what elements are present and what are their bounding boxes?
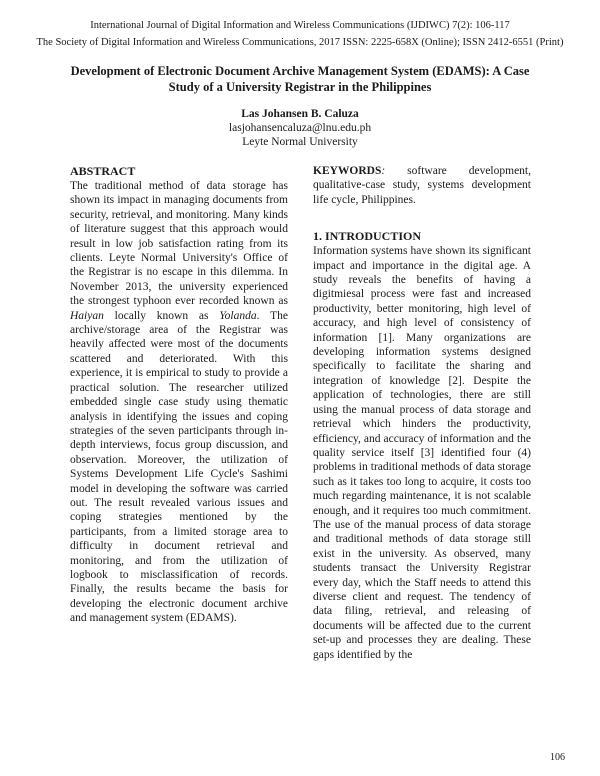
right-column (313, 164, 531, 662)
page-number: 106 (550, 752, 565, 763)
paper-title: Development of Electronic Document Archive Management System (EDAMS): A Case Study of a University Registrar in the Philippines (70, 64, 530, 94)
abstract-part-3: . The archive/storage area of the Registrar was heavily affected were most of the documents scattered and deteriorated. With this experience, it is empirical to study to provide a practical solution. The researcher utilized embedded single case study using thematic analysis in identifying the issues and coping strategies of the seven participants through in-depth interviews, focus group discussion, and observation. Moreover, the utilization of Systems Development Life Cycle's Sashimi model in developing the software was carried out. The result revealed various issues and coping strategies mentioned by the participants, from a limited storage area to difficulty in document retrieval and monitoring, and from the utilization of logbook to misclassification of records. Finally, the results became the basis for developing the electronic document archive and management system (EDAMS). (70, 309, 288, 625)
journal-header-line-1: International Journal of Digital Information and Wireless Communications (IJDIWC) 7(2): 106-117 (90, 20, 510, 31)
introduction-text: Information systems have shown its significant impact and importance in the digital age. A study reveals the benefits of having a digitmiesal process were fast and increased productivity, better monitoring, high level of accuracy, and high level of consistency of information [1]. Many organizations are developing information systems designed specifically to facilitate the sharing and integration of knowledge [2]. Despite the application of technologies, there are still using the manual process of data storage and retrieval which hinders the productivity, efficiency, and accuracy of information and the quality service itself [3] identified four (4) problems in traditional methods of data storage such as it takes too long to acquire, it costs too much regarding maintenance, it is not scalable enough, and it requires too much commitment. The use of the manual process of data storage and traditional methods of data storage still exist in the university. As observed, many students transact the University Registrar every day, which the Staff needs to attend this diverse client and request. The tendency of data filing, retrieval, and releasing of documents will be affected due to the current set-up and processes they are dealing. These gaps identified by the (313, 245, 531, 661)
left-column (70, 164, 288, 626)
author-affiliation: Leyte Normal University (242, 136, 358, 148)
keywords-colon: : (381, 165, 386, 177)
journal-header-line-2: The Society of Digital Information and Wireless Communications, 2017 ISSN: 2225-658X (Online); ISSN 2412-6551 (Print) (36, 37, 564, 48)
abstract-part-1: The traditional method of data storage has shown its impact in managing documents from security, retrieval, and monitoring. Many kinds of literature suggest that this approach would result in low job satisfaction rating from its clients. Leyte Normal University's Office of the Registrar is no escape in this dilemma. In November 2013, the university experienced the strongest typhoon ever recorded known as (70, 180, 288, 308)
introduction-heading: 1. INTRODUCTION (313, 229, 422, 244)
abstract-haiyan: Haiyan (70, 309, 104, 322)
keywords (313, 164, 531, 207)
keywords-text: software development, qualitative-case study, systems development life cycle, Philippines. (313, 165, 531, 206)
abstract-yolanda: Yolanda (219, 309, 257, 322)
keywords-label: KEYWORDS (313, 165, 382, 177)
abstract-part-2: locally known as (103, 309, 220, 322)
author-email[interactable]: lasjohansencaluza@lnu.edu.ph (228, 122, 372, 134)
abstract-text (70, 179, 288, 626)
author-name: Las Johansen B. Caluza (241, 108, 359, 120)
abstract-heading: ABSTRACT (70, 164, 136, 178)
